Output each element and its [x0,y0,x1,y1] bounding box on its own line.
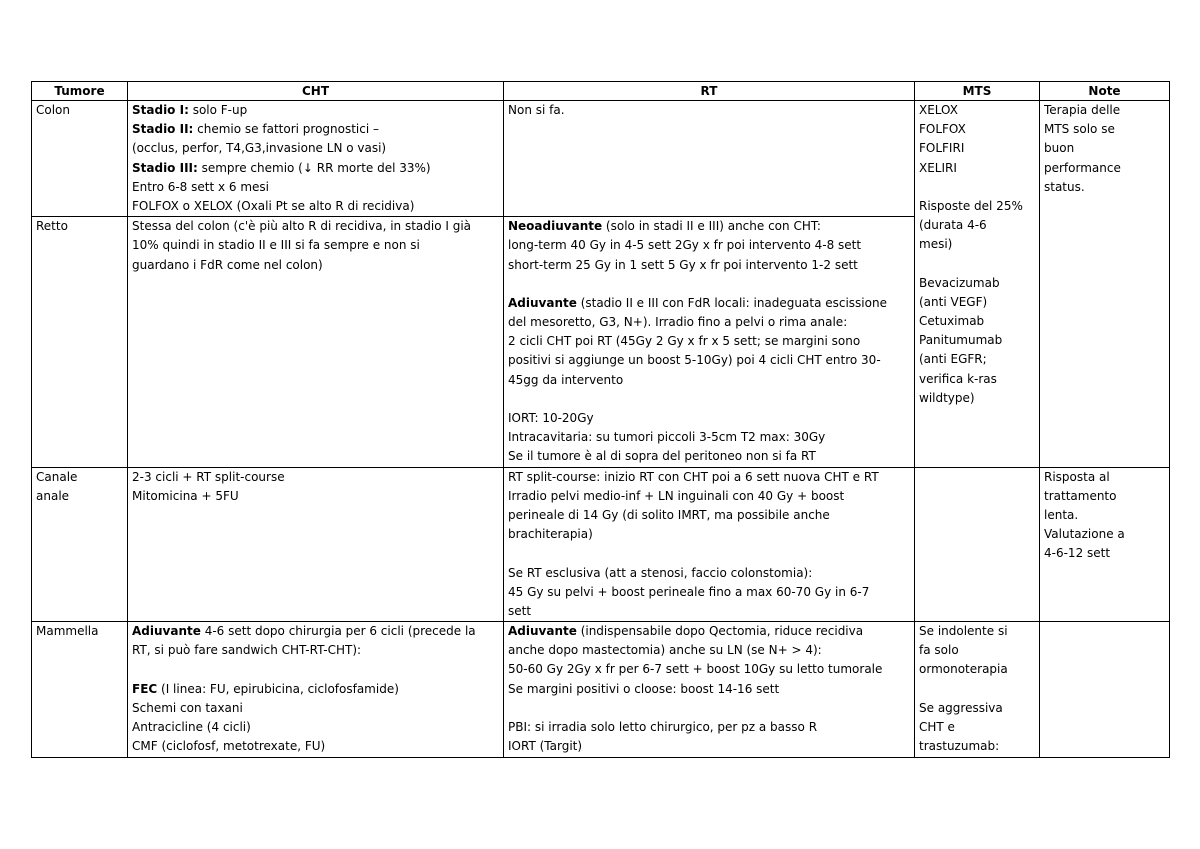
retto-rt-line-5: del mesoretto, G3, N+). Irradio fino a pelvi o rima anale: [508,315,848,330]
note-line-5: status. [1044,179,1085,194]
retto-cht-cell [128,217,504,467]
mammella-mts-line-1: Se indolente si [919,624,1008,639]
retto-cht-line-1: Stessa del colon (c'è più alto R di recidiva, in stadio I già [132,219,472,234]
colon-rt-text: Non si fa. [508,103,565,117]
header-tumore: Tumore [32,82,128,101]
note-line-3: buon [1044,141,1075,156]
retto-cht-line-2: 10% quindi in stadio II e III si fa sempre e non si [132,238,420,253]
mammella-cht-line-4: Schemi con taxani [132,700,243,715]
anale-note-line-2: trattamento [1044,488,1117,503]
mammella-mts-cell [915,622,1040,758]
mammella-mts-line-4: Se aggressiva [919,700,1003,715]
retto-rt-line-10: Intracavitaria: su tumori piccoli 3-5cm T2 max: 30Gy [508,430,826,445]
anale-cht-line-1: 2-3 cicli + RT split-course [132,469,285,484]
colon-cht-line-5: Entro 6-8 sett x 6 mesi [132,179,270,194]
mts-line-2: FOLFOX [919,122,966,137]
mammella-cht-line-1: Adiuvante 4-6 sett dopo chirurgia per 6 cicli (precede la [132,624,476,639]
retto-rt-line-2: long-term 40 Gy in 4-5 sett 2Gy x fr poi intervento 4-8 sett [508,238,862,253]
mts-line-1: XELOX [919,103,958,117]
mammella-rt-cell [504,622,915,758]
retto-rt-line-1: Neoadiuvante (solo in stadi II e III) anche con CHT: [508,219,821,234]
header-mts: MTS [915,82,1040,101]
retto-rt-line-3: short-term 25 Gy in 1 sett 5 Gy x fr poi intervento 1-2 sett [508,257,858,272]
retto-name: Retto [36,219,68,234]
mammella-cht-line-6: CMF (ciclofosf, metotrexate, FU) [132,739,326,754]
mammella-rt-line-4: Se margini positivi o cloose: boost 14-16 sett [508,681,780,696]
mammella-rt-line-5: PBI: si irradia solo letto chirurgico, per pz a basso R [508,720,818,734]
colon-retto-note-cell [1040,101,1170,468]
retto-cht-line-3: guardano i FdR come nel colon) [132,257,323,272]
header-rt: RT [504,82,915,101]
anale-note-cell [1040,467,1170,622]
therapy-table [31,81,1170,758]
mammella-note-cell [1040,622,1170,758]
colon-rt-cell [504,101,915,217]
anale-rt-line-4: brachiterapia) [508,527,593,542]
mts-line-13: verifica k-ras [919,371,997,386]
mammella-rt-line-3: 50-60 Gy 2Gy x fr per 6-7 sett + boost 10Gy su letto tumorale [508,662,883,677]
mts-line-12: (anti EGFR; [919,352,987,367]
mammella-rt-line-6: IORT (Targit) [508,739,583,754]
header-note: Note [1040,82,1170,101]
retto-rt-cell [504,217,915,467]
mammella-tumore-cell [32,622,128,758]
anale-name-line-1: Canale [36,469,78,484]
colon-cht-line-4: Stadio III: sempre chemio (↓ RR morte del 33%) [132,160,431,175]
row-canale-anale [32,467,1170,622]
mts-line-10: Cetuximab [919,314,985,329]
mammella-rt-line-1: Adiuvante (indispensabile dopo Qectomia, riduce recidiva [508,624,864,639]
retto-rt-line-7: positivi si aggiunge un boost 5-10Gy) poi 4 cicli CHT entro 30- [508,353,881,368]
colon-cht-cell [128,101,504,217]
anale-rt-line-3: perineale di 14 Gy (di solito IMRT, ma possibile anche [508,507,830,522]
mts-line-4: XELIRI [919,160,957,175]
anale-note-line-1: Risposta al [1044,469,1110,484]
anale-tumore-cell [32,467,128,622]
anale-rt-line-2: Irradio pelvi medio-inf + LN inguinali con 40 Gy + boost [508,488,845,503]
retto-rt-line-9: IORT: 10-20Gy [508,411,594,425]
retto-rt-line-11: Se il tumore è al di sopra del peritoneo non si fa RT [508,449,816,464]
colon-cht-line-2: Stadio II: chemio se fattori prognostici – [132,122,380,137]
retto-rt-line-6: 2 cicli CHT poi RT (45Gy 2 Gy x fr x 5 sett; se margini sono [508,334,861,349]
mts-line-8: Bevacizumab [919,275,1000,290]
anale-name-line-2: anale [36,488,70,503]
mammella-mts-line-6: trastuzumab: [919,739,1000,754]
anale-rt-cell [504,467,915,622]
row-mammella [32,622,1170,758]
retto-rt-line-8: 45gg da intervento [508,372,624,387]
mts-line-7: mesi) [919,237,953,252]
mammella-cht-line-2: RT, si può fare sandwich CHT-RT-CHT): [132,643,362,658]
mammella-cht-cell [128,622,504,758]
anale-note-line-5: 4-6-12 sett [1044,546,1111,561]
mammella-cht-line-3: FEC (I linea: FU, epirubicina, ciclofosfamide) [132,681,399,696]
mammella-name: Mammella [36,624,99,639]
note-line-4: performance [1044,160,1121,175]
mts-line-9: (anti VEGF) [919,294,988,309]
retto-rt-line-4: Adiuvante (stadio II e III con FdR locali: inadeguata escissione [508,295,887,310]
mts-line-14: wildtype) [919,390,975,405]
anale-mts-cell [915,467,1040,622]
mts-line-11: Panitumumab [919,333,1003,348]
mts-line-6: (durata 4-6 [919,218,987,233]
anale-note-line-3: lenta. [1044,507,1079,522]
mammella-mts-line-3: ormonoterapia [919,662,1008,677]
anale-cht-line-2: Mitomicina + 5FU [132,488,239,503]
mts-line-3: FOLFIRI [919,141,965,156]
colon-cht-line-1: Stadio I: solo F-up [132,103,248,117]
colon-tumore-cell [32,101,128,217]
mammella-rt-line-2: anche dopo mastectomia) anche su LN (se N+ > 4): [508,643,822,658]
anale-cht-cell [128,467,504,622]
colon-retto-mts-cell [915,101,1040,468]
colon-cht-line-6: FOLFOX o XELOX (Oxali Pt se alto R di recidiva) [132,198,415,213]
anale-rt-line-7: sett [508,603,532,618]
note-line-1: Terapia delle [1044,103,1121,117]
note-line-2: MTS solo se [1044,122,1115,137]
mammella-cht-line-5: Antracicline (4 cicli) [132,720,251,734]
mammella-mts-line-2: fa solo [919,643,959,658]
header-row [32,82,1170,101]
mts-line-5: Risposte del 25% [919,198,1023,213]
anale-rt-line-6: 45 Gy su pelvi + boost perineale fino a max 60-70 Gy in 6-7 [508,584,870,599]
anale-rt-line-5: Se RT esclusiva (att a stenosi, faccio colonstomia): [508,565,813,580]
header-cht: CHT [128,82,504,101]
colon-cht-line-3: (occlus, perfor, T4,G3,invasione LN o vasi) [132,141,387,156]
anale-note-line-4: Valutazione a [1044,527,1125,542]
anale-rt-line-1: RT split-course: inizio RT con CHT poi a 6 sett nuova CHT e RT [508,469,879,484]
mammella-mts-line-5: CHT e [919,720,955,734]
retto-tumore-cell [32,217,128,467]
row-colon [32,101,1170,217]
colon-name: Colon [36,103,71,117]
